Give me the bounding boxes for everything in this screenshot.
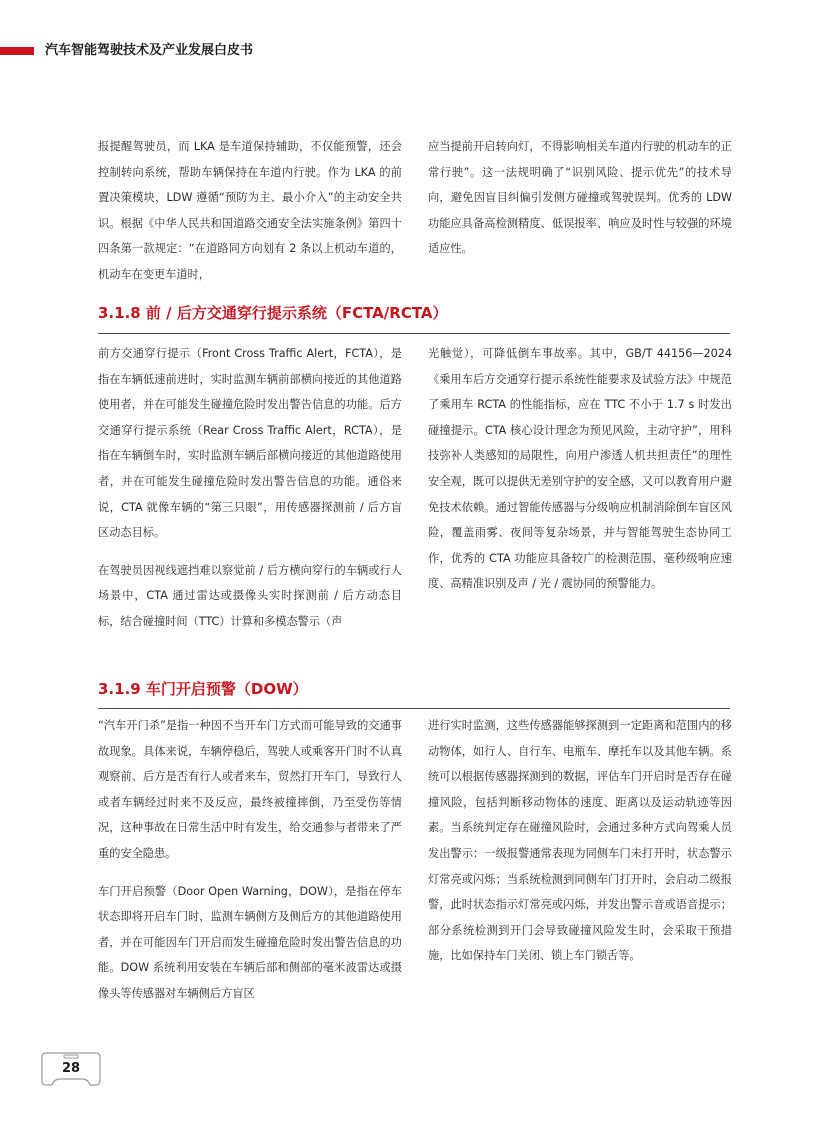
fcta-column-left (98, 341, 402, 635)
fcta-paragraph-3: 光触觉），可降低倒车事故率。其中，GB/T 44156—2024《乘用车后方交通穿行提示系统性能要求及试验方法》中规范了乘用车 RCTA 的性能指标，应在 TTC 不小于 1.7 s 时发出碰撞提示。CTA 核心设计理念为预见风险，主动守护”，用科技弥补人类感知的局限性，向用户渗透人机共担责任”的理性安全观，既可以提供无差别守护的安全感，又可以教育用户避免技术依赖。通过智能传感器与分级响应机制消除倒车盲区风险，覆盖雨雾、夜间等复杂场景，并与智能驾驶生态协同工作，优秀的 CTA 功能应具备较广的检测范围、毫秒级响应速度、高精准识别及声 / 光 / 震协同的预警能力。 (428, 347, 732, 591)
intro-paragraph-left: 报提醒驾驶员，而 LKA 是车道保持辅助，不仅能预警，还会控制转向系统，帮助车辆保持在车道内行驶。作为 LKA 的前置决策模块，LDW 遵循“预防为主、最小介入”的主动安全共识。根据《中华人民共和国道路交通安全法实施条例》第四十四条第一款规定：“在道路同方向划有 2 条以上机动车道的，机动车在变更车道时， (98, 140, 402, 281)
page-number-badge (40, 1051, 102, 1087)
fcta-column-right (428, 341, 732, 597)
section-heading-dow: 3.1.9 车门开启预警（DOW） (98, 680, 308, 698)
dow-paragraph-2: 车门开启预警（Door Open Warning，DOW），是指在停车状态即将开启车门时，监测车辆侧方及侧后方的其他道路使用者，并在可能因车门开启而发生碰撞危险时发出警告信息的功能。DOW 系统利用安装在车辆后部和侧部的毫米波雷达或摄像头等传感器对车辆侧后方盲区 (98, 884, 402, 1000)
section-rule-dow (98, 708, 730, 709)
fcta-paragraph-2: 在驾驶员因视线遮挡难以察觉前 / 后方横向穿行的车辆或行人场景中，CTA 通过雷达或摄像头实时探测前 / 后方动态目标，结合碰撞时间（TTC）计算和多模态警示（声 (98, 563, 402, 628)
header-accent-bar (0, 47, 34, 55)
dow-paragraph-1: “汽车开门杀”是指一种因不当开车门方式而可能导致的交通事故现象。具体来说，车辆停稳后，驾驶人或乘客开门时不认真观察前、后方是否有行人或者来车，贸然打开车门，导致行人或者车辆经过时来不及反应，最终被撞摔倒，乃至受伤等情况，这种事故在日常生活中时有发生，给交通参与者带来了严重的安全隐患。 (98, 719, 402, 860)
dow-column-left (98, 713, 402, 1007)
dow-paragraph-3: 进行实时监测，这些传感器能够探测到一定距离和范围内的移动物体，如行人、自行车、电瓶车、摩托车以及其他车辆。系统可以根据传感器探测到的数据，评估车门开启时是否存在碰撞风险，包括判断移动物体的速度、距离以及运动轨迹等因素。当系统判定存在碰撞风险时，会通过多种方式向驾乘人员发出警示：一级报警通常表现为同侧车门未打开时，状态警示灯常亮或闪烁；当系统检测到同侧车门打开时，会启动二级报警，此时状态指示灯常亮或闪烁，并发出警示音或语音提示；部分系统检测到开门会导致碰撞风险发生时，会采取干预措施，比如保持车门关闭、锁上车门锁舌等。 (428, 719, 732, 963)
intro-column-right (428, 134, 732, 262)
intro-column-left (98, 134, 402, 288)
dow-column-right (428, 713, 732, 969)
page-number: 28 (61, 1061, 81, 1076)
section-rule-fcta (98, 333, 730, 334)
intro-paragraph-right: 应当提前开启转向灯，不得影响相关车道内行驶的机动车的正常行驶”。这一法规明确了“识别风险、提示优先”的技术导向，避免因盲目纠偏引发侧方碰撞或驾驶误判。优秀的 LDW 功能应具备高检测精度、低误报率、响应及时性与较强的环境适应性。 (428, 140, 732, 256)
running-header-title: 汽车智能驾驶技术及产业发展白皮书 (45, 43, 254, 58)
section-heading-fcta: 3.1.8 前 / 后方交通穿行提示系统（FCTA/RCTA） (98, 304, 448, 322)
fcta-paragraph-1: 前方交通穿行提示（Front Cross Traffic Alert，FCTA），是指在车辆低速前进时，实时监测车辆前部横向接近的其他道路使用者，并在可能发生碰撞危险时发出警告信息的功能。后方交通穿行提示系统（Rear Cross Traffic Alert，RCTA），是指在车辆倒车时，实时监测车辆后部横向接近的其他道路使用者，并在可能发生碰撞危险时发出警告信息的功能。通俗来说，CTA 就像车辆的“第三只眼”，用传感器探测前 / 后方盲区动态目标。 (98, 347, 402, 540)
